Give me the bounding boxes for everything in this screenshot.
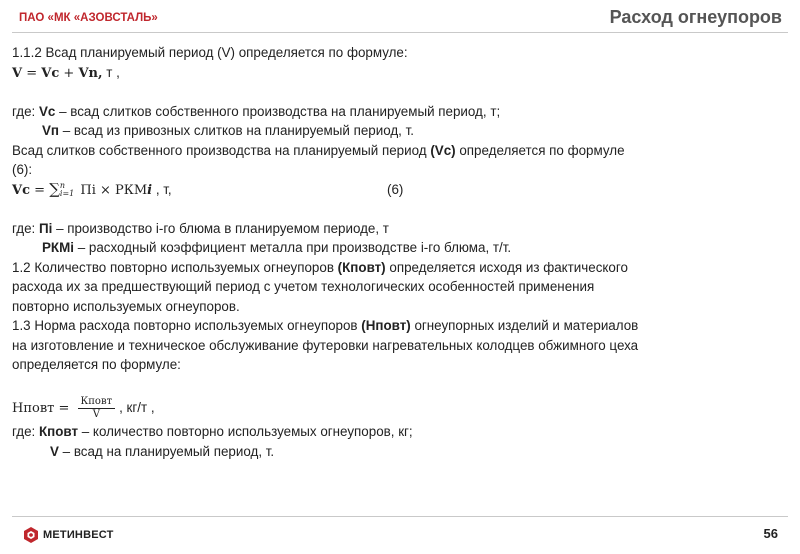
text-line: где: Vс – всад слитков собственного производства на планируемый период, т; <box>12 103 501 119</box>
spacer <box>12 375 782 395</box>
slide-body <box>12 43 782 461</box>
spacer <box>12 82 782 102</box>
text-line: 1.1.2 Всад планируемый период (V) определяется по формуле: <box>12 45 408 60</box>
logo-text: МЕТИНВЕСТ <box>43 529 114 541</box>
text-line: где: Пi – производство i-го блюма в планируемом периоде, т <box>12 220 389 236</box>
text-line: повторно используемых огнеупоров. <box>12 298 240 314</box>
metinvest-logo-icon <box>24 527 38 543</box>
text-line: РКМi – расходный коэффициент металла при производстве i-го блюма, т/т. <box>42 240 512 255</box>
text-line: где: Кповт – количество повторно используемых огнеупоров, кг; <box>12 424 413 439</box>
text-line: 1.3 Норма расхода повторно используемых огнеупоров (Нповт) огнеупорных изделий и материалов <box>12 318 639 333</box>
text-line: на изготовление и техническое обслуживание футеровки нагревательных колодцев обжимного цеха <box>12 337 639 353</box>
formula-v: V = Vс + Vn, т , <box>12 64 120 81</box>
text-line: Всад слитков собственного производства на планируемый период (Vс) определяется по формуле <box>12 142 625 158</box>
page-number: 56 <box>763 526 778 541</box>
metinvest-logo <box>24 526 114 544</box>
text-line: Vп – всад из привозных слитков на планируемый период, т. <box>42 123 414 138</box>
header-divider <box>12 32 788 33</box>
formula-vc: Vс = ∑n i=1 Пi × РКМi , т, (6) <box>12 179 404 198</box>
formula-npovt: Нповт = $\frac{\text{Кповт}}{V}$ , кг/т , <box>12 395 155 420</box>
fraction: $\frac{\text{Кповт}}{V}$ <box>78 396 116 421</box>
text-line: расхода их за предшествующий период с учетом технологических особенностей применения <box>12 279 595 294</box>
footer-divider <box>12 516 788 517</box>
text-line: 1.2 Количество повторно используемых огнеупоров (Кповт) определяется исходя из фактического <box>12 259 628 275</box>
spacer <box>12 199 782 219</box>
text-line: V – всад на планируемый период, т. <box>50 443 275 459</box>
equation-number: (6) <box>387 181 404 197</box>
company-name: ПАО «МК «АЗОВСТАЛЬ» <box>19 12 158 24</box>
text-line: (6): <box>12 162 33 177</box>
slide-title: Расход огнеупоров <box>609 7 782 27</box>
text-line: определяется по формуле: <box>12 357 181 372</box>
